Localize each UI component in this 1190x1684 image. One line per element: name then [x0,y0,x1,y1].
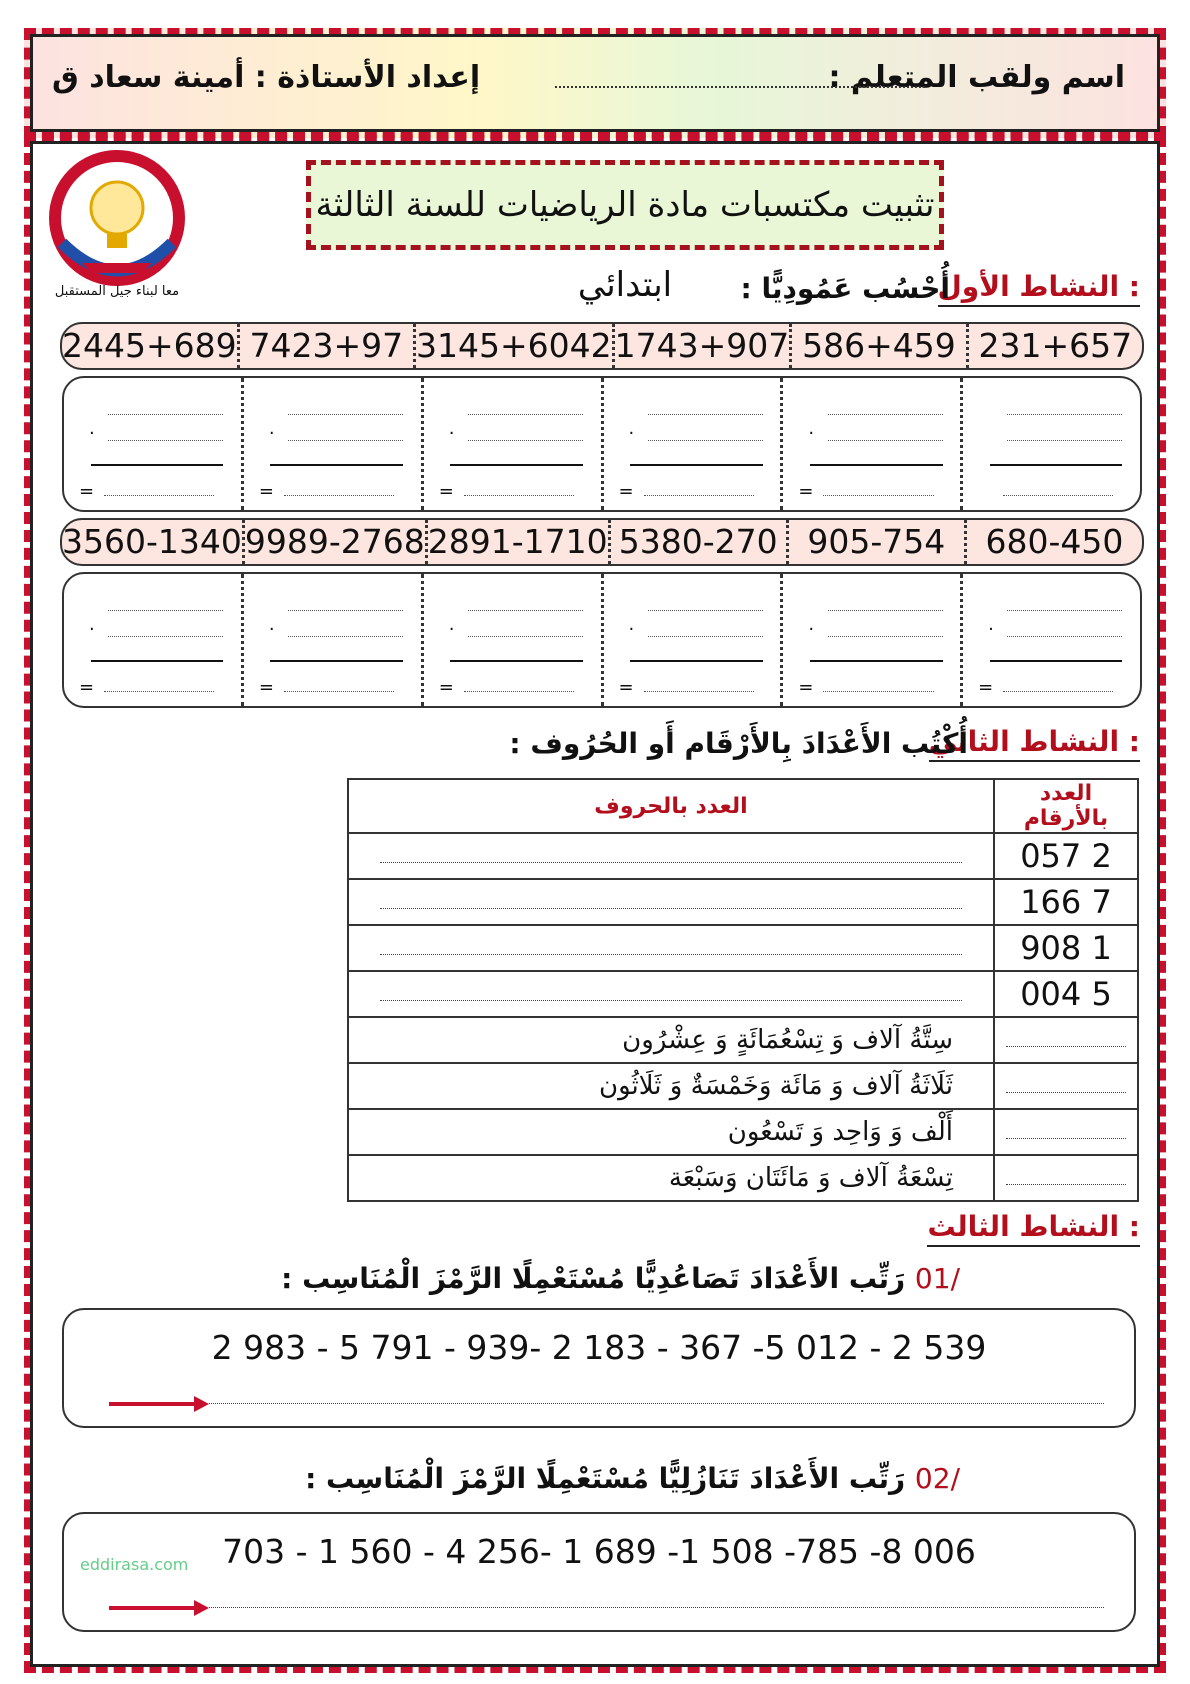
work-cell[interactable]: . = [421,378,601,510]
addition-problem: 231+657 [966,324,1142,368]
answer-cell[interactable] [994,1063,1138,1109]
answer-cell[interactable] [348,879,994,925]
addition-problem: 2445+689 [62,326,237,365]
work-cell[interactable]: . = [241,378,421,510]
words-cell: ثَلَاثَةُ آلاف وَ مَائَة وَخَمْسَةٌ وَ ثَلَاثُون [348,1063,994,1109]
q1-text: رَتِّب الأَعْدَادَ تَصَاعُدِيًّا مُسْتَعْمِلًا الرَّمْزَ الْمُنَاسِب : [281,1262,906,1295]
work-cell[interactable]: . = [421,574,601,706]
answer-cell[interactable] [994,1109,1138,1155]
activity1-title: النشاط الأول : [938,270,1140,307]
student-name-label: اسم ولقب المتعلم : [828,60,1125,95]
arrow-right-icon [109,1598,209,1618]
subtraction-problem: 9989-2768 [242,520,425,564]
q1-numbers: 2 983 - 5 791 - 939- 2 183 - 367 -5 012 - 2 539 [211,1328,987,1367]
logo [42,148,192,308]
work-cell[interactable]: . = [601,378,781,510]
words-cell: سِتَّةُ آلاف وَ تِسْعُمَائَةٍ وَ عِشْرُون [348,1017,994,1063]
activity2-title: النشاط الثاني : [929,725,1140,762]
addition-problem: 3145+6042 [413,324,612,368]
digit-cell: 1 908 [994,925,1138,971]
digit-cell: 5 004 [994,971,1138,1017]
activity2-instruction: أُكْتُب الأَعْدَادَ بِالأَرْقَام أَو الحُرُوف : [509,727,968,760]
work-cell[interactable]: . = [960,574,1140,706]
work-cell[interactable]: . = [64,378,241,510]
q2-numbers: 703 - 1 560 - 4 256- 1 689 -1 508 -785 -8 006 [222,1532,976,1571]
addition-problem: 7423+97 [237,324,413,368]
addition-problems-row [60,322,1144,370]
subtraction-problem: 680-450 [964,520,1142,564]
work-cell[interactable]: . = [241,574,421,706]
col-digits-header: العدد بالأرقام [994,779,1138,833]
work-cell[interactable]: . = [64,574,241,706]
logo-motto: معا لبناء جيل المستقبل [54,284,180,299]
answer-cell[interactable] [348,833,994,879]
numbers-table [347,778,1139,1202]
subtraction-work-row [62,572,1142,708]
words-cell: تِسْعَةُ آلاف وَ مَائَتَان وَسَبْعَة [348,1155,994,1201]
subtraction-problem: 905-754 [786,520,964,564]
subtraction-problems-row [60,518,1144,566]
digit-cell: 2 057 [994,833,1138,879]
ascending-order-box[interactable] [62,1308,1136,1428]
addition-problem: 586+459 [789,324,965,368]
q2-instruction [305,1462,960,1495]
descending-order-box[interactable] [62,1512,1136,1632]
answer-cell[interactable] [994,1155,1138,1201]
answer-cell[interactable] [994,1017,1138,1063]
addition-work-row [62,376,1142,512]
watermark: eddirasa.com [80,1555,189,1574]
addition-problem: 1743+907 [612,324,790,368]
arrow-right-icon [109,1394,209,1414]
work-cell[interactable] [960,378,1140,510]
col-words-header: العدد بالحروف [348,779,994,833]
q2-number: /02 [914,1462,960,1495]
student-name-field[interactable] [555,86,925,88]
work-cell[interactable]: . = [780,378,960,510]
answer-cell[interactable] [348,925,994,971]
answer-cell[interactable] [348,971,994,1017]
work-cell[interactable]: . = [601,574,781,706]
teacher-label: إعداد الأستاذة : أمينة سعاد ق [52,60,481,95]
activity3-title: النشاط الثالث : [927,1210,1140,1247]
digit-cell: 7 166 [994,879,1138,925]
q1-instruction [281,1262,960,1295]
subtraction-problem: 2891-1710 [425,520,608,564]
page-title: تثبيت مكتسبات مادة الرياضيات للسنة الثالثة ابتدائي [306,160,944,250]
words-cell: أَلْف وَ وَاحِد وَ تَسْعُون [348,1109,994,1155]
subtraction-problem: 3560-1340 [62,522,242,561]
work-cell[interactable]: . = [780,574,960,706]
activity1-instruction: أُحْسُب عَمُودِيًّا : [740,272,950,305]
q2-text: رَتِّب الأَعْدَادَ تَنَازُلِيًّا مُسْتَعْمِلًا الرَّمْزَ الْمُنَاسِب : [305,1462,906,1495]
subtraction-problem: 5380-270 [608,520,786,564]
q1-number: /01 [914,1262,960,1295]
